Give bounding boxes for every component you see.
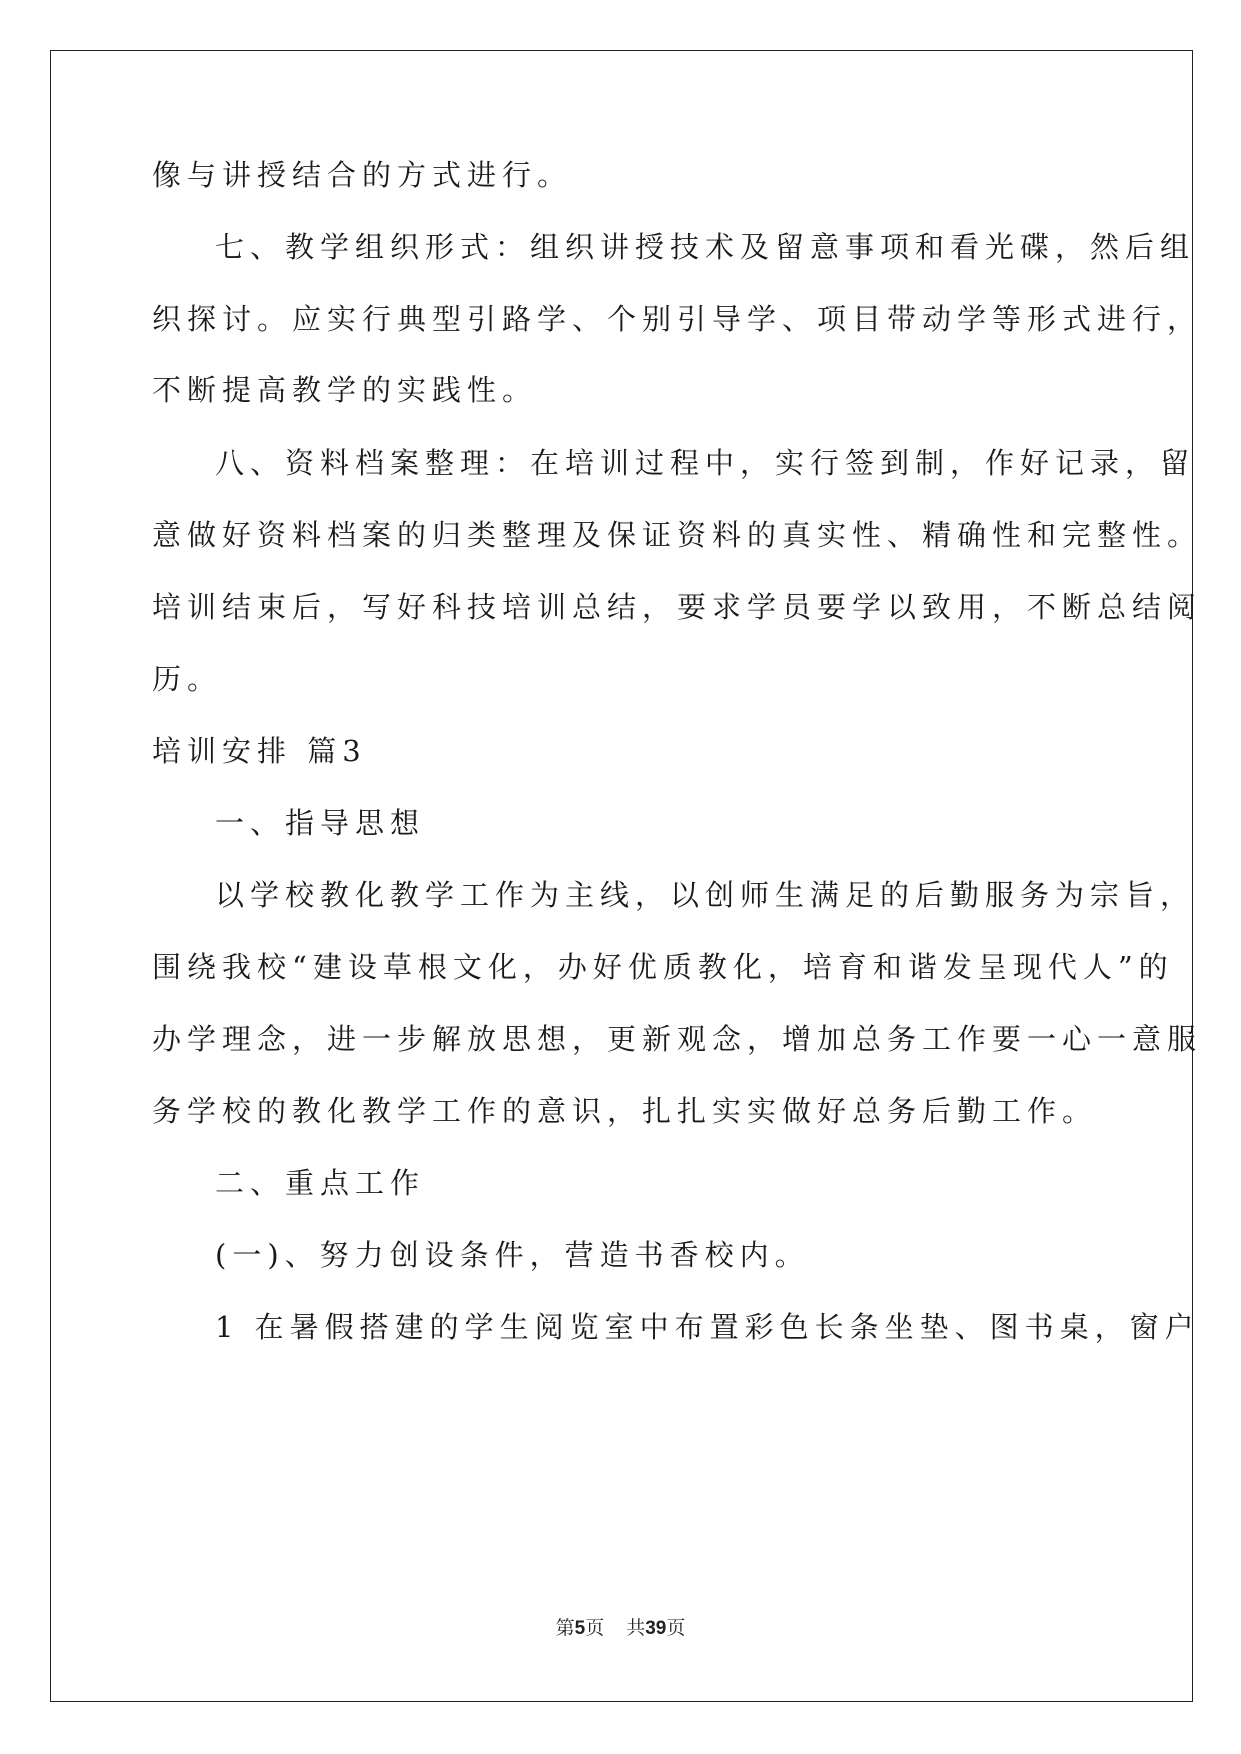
text-line: 意做好资料档案的归类整理及保证资料的真实性、精确性和完整性。 <box>152 518 1203 552</box>
text-line: 像与讲授结合的方式进行。 <box>152 158 573 192</box>
page-footer <box>0 1613 1241 1640</box>
footer-total-pages: 39 <box>645 1618 667 1639</box>
text-line: 以学校教化教学工作为主线，以创师生满足的后勤服务为宗旨， <box>215 878 1196 912</box>
text-line: (一)、努力创设条件，营造书香校内。 <box>215 1238 810 1272</box>
text-line: 织探讨。应实行典型引路学、个别引导学、项目带动学等形式进行， <box>152 302 1203 336</box>
text-line: 七、教学组织形式：组织讲授技术及留意事项和看光碟，然后组 <box>215 230 1196 264</box>
text-line: 二、重点工作 <box>215 1166 426 1200</box>
text-line: 一、指导思想 <box>215 806 426 840</box>
footer-page-prefix: 第 <box>555 1617 575 1639</box>
text-line: 办学理念，进一步解放思想，更新观念，增加总务工作要一心一意服 <box>152 1022 1203 1056</box>
text-line: 务学校的教化教学工作的意识，扎扎实实做好总务后勤工作。 <box>152 1094 1098 1128</box>
text-line: 不断提高教学的实践性。 <box>152 373 538 407</box>
text-line: 围绕我校“建设草根文化，办好优质教化，培育和谐发呈现代人”的 <box>152 950 1174 984</box>
text-line: 历。 <box>152 662 223 696</box>
text-line: 八、资料档案整理：在培训过程中，实行签到制，作好记录，留 <box>215 446 1196 480</box>
footer-total-prefix: 共 <box>626 1617 646 1639</box>
section-heading: 培训安排 篇3 <box>152 734 367 768</box>
text-line: 1 在暑假搭建的学生阅览室中布置彩色长条坐垫、图书桌，窗户 <box>215 1310 1200 1344</box>
text-line: 培训结束后，写好科技培训总结，要求学员要学以致用，不断总结阅 <box>152 590 1203 624</box>
footer-page-number: 5 <box>574 1618 586 1639</box>
footer-page-suffix: 页 <box>585 1617 605 1639</box>
footer-total-suffix: 页 <box>666 1617 686 1639</box>
